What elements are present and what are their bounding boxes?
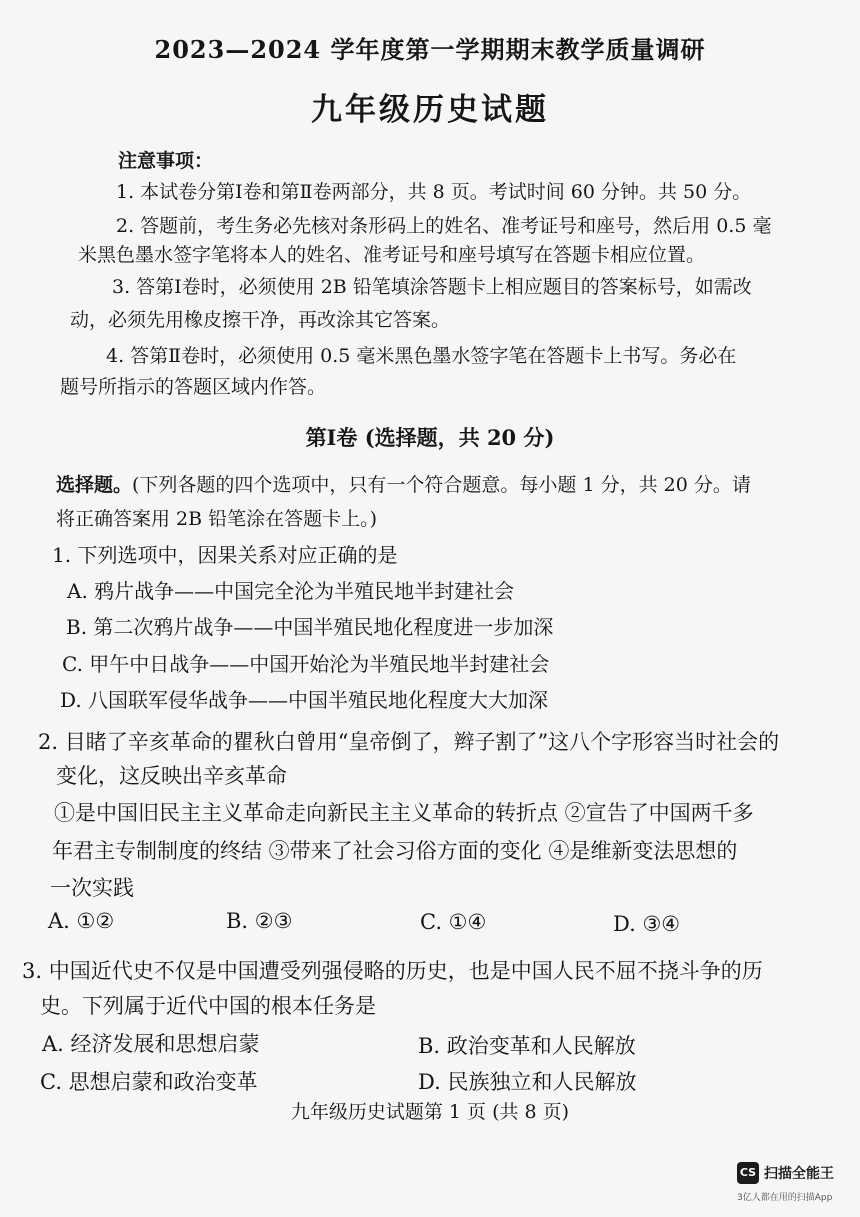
q2-statements-line-2: 年君主专制制度的终结 ③带来了社会习俗方面的变化 ④是维新变法思想的 [52,839,738,863]
watermark-tagline: 3亿人都在用的扫描App [737,1193,833,1203]
camscanner-logo-icon: CS [737,1162,759,1184]
notes-line-5: 动，必须先用橡皮擦干净，再改涂其它答案。 [70,309,451,331]
q2-option-a: A. ①② [48,909,115,933]
q3-stem-line-2: 史。下列属于近代中国的根本任务是 [40,994,376,1018]
section-heading: 第Ⅰ卷 (选择题，共 20 分) [305,425,555,450]
watermark-app-name: 扫描全能王 [764,1166,834,1182]
q3-option-d: D. 民族独立和人民解放 [418,1070,637,1094]
q3-stem-line-1: 3. 中国近代史不仅是中国遭受列强侵略的历史，也是中国人民不屈不挠斗争的历 [22,959,763,983]
notes-line-4: 3. 答第Ⅰ卷时，必须使用 2B 铅笔填涂答题卡上相应题目的答案标号，如需改 [112,276,752,298]
q2-option-d: D. ③④ [613,912,681,936]
q2-statements-line-1: ①是中国旧民主主义革命走向新民主主义革命的转折点 ②宣告了中国两千多 [54,801,754,825]
exam-title: 九年级历史试题 [311,92,549,128]
page-footer: 九年级历史试题第 1 页 (共 8 页) [290,1101,570,1123]
notes-line-7: 题号所指示的答题区域内作答。 [60,376,327,398]
instruction-label: 选择题。 [56,474,133,496]
section-instruction-line-2: 将正确答案用 2B 铅笔涂在答题卡上。) [56,508,378,530]
q2-stem-line-1: 2. 目睹了辛亥革命的瞿秋白曾用“皇帝倒了，辫子割了”这八个字形容当时社会的 [38,730,780,754]
q3-option-b: B. 政治变革和人民解放 [418,1034,636,1058]
q1-option-a: A. 鸦片战争——中国完全沦为半殖民地半封建社会 [67,579,515,603]
section-instruction [56,470,751,497]
notes-line-1: 1. 本试卷分第Ⅰ卷和第Ⅱ卷两部分，共 8 页。考试时间 60 分钟。共 50 分。 [116,181,752,203]
exam-header: 2023—2024 学年度第一学期期末教学质量调研 [154,35,706,64]
q1-stem: 1. 下列选项中，因果关系对应正确的是 [52,543,398,567]
instruction-text: (下列各题的四个选项中，只有一个符合题意。每小题 1 分，共 20 分。请 [132,474,751,496]
q1-option-b: B. 第二次鸦片战争——中国半殖民地化程度进一步加深 [66,615,554,639]
notes-line-6: 4. 答第Ⅱ卷时，必须使用 0.5 毫米黑色墨水签字笔在答题卡上书写。务必在 [106,345,737,367]
q2-option-c: C. ①④ [420,910,487,934]
q1-option-d: D. 八国联军侵华战争——中国半殖民地化程度大大加深 [60,688,549,712]
scanner-watermark [737,1162,857,1212]
q2-option-b: B. ②③ [226,909,293,933]
q3-option-c: C. 思想启蒙和政治变革 [40,1070,258,1094]
q2-statements-line-3: 一次实践 [50,876,134,900]
notes-line-3: 米黑色墨水签字笔将本人的姓名、准考证号和座号填写在答题卡相应位置。 [78,244,706,266]
notes-heading: 注意事项： [118,150,214,172]
notes-line-2: 2. 答题前，考生务必先核对条形码上的姓名、准考证号和座号，然后用 0.5 毫 [116,215,772,237]
q1-option-c: C. 甲午中日战争——中国开始沦为半殖民地半封建社会 [62,652,550,676]
q2-stem-line-2: 变化，这反映出辛亥革命 [56,764,287,788]
q3-option-a: A. 经济发展和思想启蒙 [42,1032,260,1056]
